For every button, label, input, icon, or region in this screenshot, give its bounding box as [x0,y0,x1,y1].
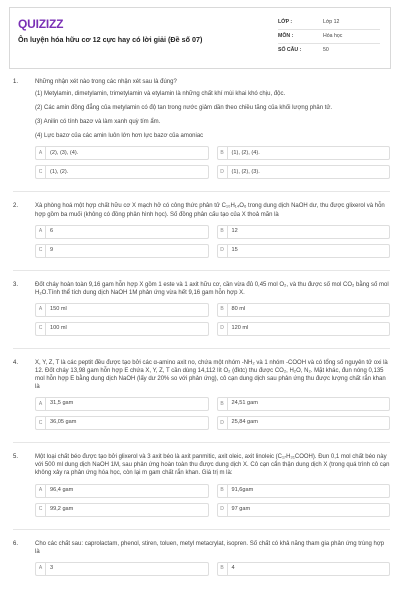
answer-options [35,225,390,258]
option-text: 120 ml [231,325,249,332]
meta-label: SỐ CÂU : [278,47,302,54]
option-letter: A [36,304,46,316]
option-letter: A [36,563,46,575]
option-text: 99,2 gam [50,505,74,512]
question-number: 5. [13,454,19,461]
option-letter: B [218,226,228,238]
option-letter: B [218,563,228,575]
meta-value: 50 [323,47,329,54]
answer-option[interactable] [217,165,391,179]
option-text: 3 [50,564,54,571]
question-list [13,78,390,588]
option-letter: B [218,147,228,159]
document-title: Ôn luyện hóa hữu cơ 12 cực hay có lời giải (Đề số 07) [18,35,203,44]
option-text: 91,6gam [231,486,254,493]
option-letter: D [218,323,228,335]
meta-value: Hóa học [323,32,343,39]
question-item [13,202,390,257]
answer-options [35,397,390,430]
question-item [13,359,390,430]
option-text: 6 [50,227,54,234]
answer-option[interactable] [217,484,391,498]
option-letter: C [36,504,46,516]
question-body [35,540,390,576]
question-item [13,78,390,179]
question-number: 1. [13,79,19,85]
option-text: 96,4 gam [50,486,74,493]
option-text: 100 ml [50,325,67,332]
meta-row-subject [278,30,380,44]
answer-option[interactable] [35,416,209,430]
answer-option[interactable] [217,225,391,239]
answer-option[interactable] [35,146,209,160]
answer-option[interactable] [35,484,209,498]
answer-option[interactable] [35,322,209,336]
option-text: 4 [231,564,235,571]
answer-option[interactable] [35,165,209,179]
question-body [35,78,390,179]
question-statement: (3) Anilin có tính bazơ và làm xanh quỳ tím ẩm. [35,119,161,126]
option-letter: A [36,398,46,410]
question-body [35,359,390,430]
answer-option[interactable] [217,322,391,336]
answer-options [35,562,390,576]
question-number: 6. [13,540,19,547]
answer-option[interactable] [35,503,209,517]
answer-option[interactable] [217,562,391,576]
question-body [35,202,390,257]
answer-option[interactable] [217,416,391,430]
question-divider [13,529,390,530]
option-text: 9 [50,246,54,253]
question-item [13,453,390,516]
answer-option[interactable] [35,225,209,239]
question-text: Xà phòng hoá một hợp chất hữu cơ X mạch hở có công thức phân tử C₁₀H₁₄O₆ trong dung dịch NaOH dư, thu được glixerol và hỗn hợp gồm ba muối (không có đồng phân hình học). Số đồng phân cấu tạo của X thoả mãn là [35,203,385,218]
option-text: (2), (3), (4). [50,149,79,156]
option-letter: A [36,485,46,497]
question-body [35,453,390,516]
answer-options [35,146,390,179]
question-number: 3. [13,281,19,288]
question-text: X, Y, Z, T là các peptit đều được tạo bởi các α-amino axit no, chứa một nhóm -NH₂ và 1 nhóm -COOH và có tổng số nguyên tử oxi là 12. Đốt cháy 13,98 gam hỗn hợp E chứa X, Y, Z, T cần dùng 14,112 lít O₂ (đktc) thu được CO₂, H₂O, N₂. Mặt khác, đun nóng 0,135 mol hỗn hợp E bằng dung dịch NaOH (lấy dư 20% so với phản ứng), cô cạn dung dịch sau phản ứng thu được lượng chất rắn khan là [35,359,388,391]
option-letter: B [218,485,228,497]
answer-option[interactable] [217,397,391,411]
document-header [9,7,391,69]
option-text: (1), (2), (4). [231,149,260,156]
question-divider [13,348,390,349]
option-text: 150 ml [50,306,67,313]
option-letter: D [218,166,228,178]
option-letter: A [36,147,46,159]
question-text: Đốt cháy hoàn toàn 9,16 gam hỗn hợp X gồm 1 este và 1 axit hữu cơ, cần vừa đủ 0,45 mol O₂, và thu được số mol CO₂ bằng số mol H₂O.Tính thể tích dung dịch NaOH 1M phản ứng vừa hết 9,16 gam hỗn hợp X. [35,281,389,296]
answer-option[interactable] [35,244,209,258]
meta-row-class [278,16,380,30]
option-text: 31,5 gam [50,400,74,407]
option-text: (1), (2). [50,168,69,175]
question-statement: (1) Metylamin, dimetylamin, trimetylamin và etylamin là những chất khí mùi khai khó chịu, độc. [35,91,286,98]
option-text: (1), (2), (3). [231,168,260,175]
option-text: 97 gam [231,505,251,512]
answer-option[interactable] [217,503,391,517]
answer-option[interactable] [35,397,209,411]
question-item [13,540,390,576]
meta-row-count [278,44,380,58]
quizizz-logo: QUIZIZZ [18,17,64,31]
option-letter: C [36,245,46,257]
question-divider [13,442,390,443]
question-statement: (4) Lực bazơ của các amin luôn lớn hơn lực bazơ của amoniac [35,133,204,140]
question-number: 4. [13,359,19,366]
option-text: 36,05 gam [50,419,77,426]
option-letter: D [218,245,228,257]
option-letter: A [36,226,46,238]
option-text: 24,51 gam [231,400,258,407]
meta-value: Lớp 12 [323,18,340,25]
question-statement: (2) Các amin đồng đẳng của metylamin có độ tan trong nước giảm dần theo chiều tăng của khối lượng phân tử. [35,105,333,112]
option-letter: B [218,304,228,316]
answer-option[interactable] [217,244,391,258]
option-text: 15 [231,246,238,253]
answer-option[interactable] [35,303,209,317]
option-letter: B [218,398,228,410]
document-meta [278,16,380,58]
question-text: Một loại chất béo được tạo bởi glixerol và 3 axit béo là axit panmitic, axit oleic, axit linoleic (C₁₇H₃₁COOH). Đun 0,1 mol chất béo này với 500 ml dung dịch NaOH 1M, sau phản ứng hoàn toàn thu được dung dịch X. Cô cạn cẩn thận dung dịch X (trong quá trình cô cạn không xảy ra phản ứng hóa học, còn lại m gam chất rắn khan. Giá trị m là: [35,454,390,477]
question-body [35,281,390,336]
answer-options [35,303,390,336]
question-text: Những nhận xét nào trong các nhận xét sau là đúng? [35,79,177,85]
option-letter: D [218,504,228,516]
option-letter: C [36,417,46,429]
option-letter: C [36,166,46,178]
answer-options [35,484,390,517]
meta-label: LỚP : [278,18,293,25]
option-letter: C [36,323,46,335]
answer-option[interactable] [35,562,209,576]
question-item [13,281,390,336]
answer-option[interactable] [217,146,391,160]
option-text: 80 ml [231,306,246,313]
question-number: 2. [13,203,19,210]
option-text: 25,84 gam [231,419,258,426]
question-divider [13,270,390,271]
question-text: Cho các chất sau: caprolactam, phenol, stiren, toluen, metyl metacrylat, isopren. Số chất có khả năng tham gia phản ứng trùng hợp là [35,540,385,555]
option-text: 12 [231,227,238,234]
meta-label: MÔN : [278,32,294,39]
option-letter: D [218,417,228,429]
answer-option[interactable] [217,303,391,317]
question-divider [13,191,390,192]
